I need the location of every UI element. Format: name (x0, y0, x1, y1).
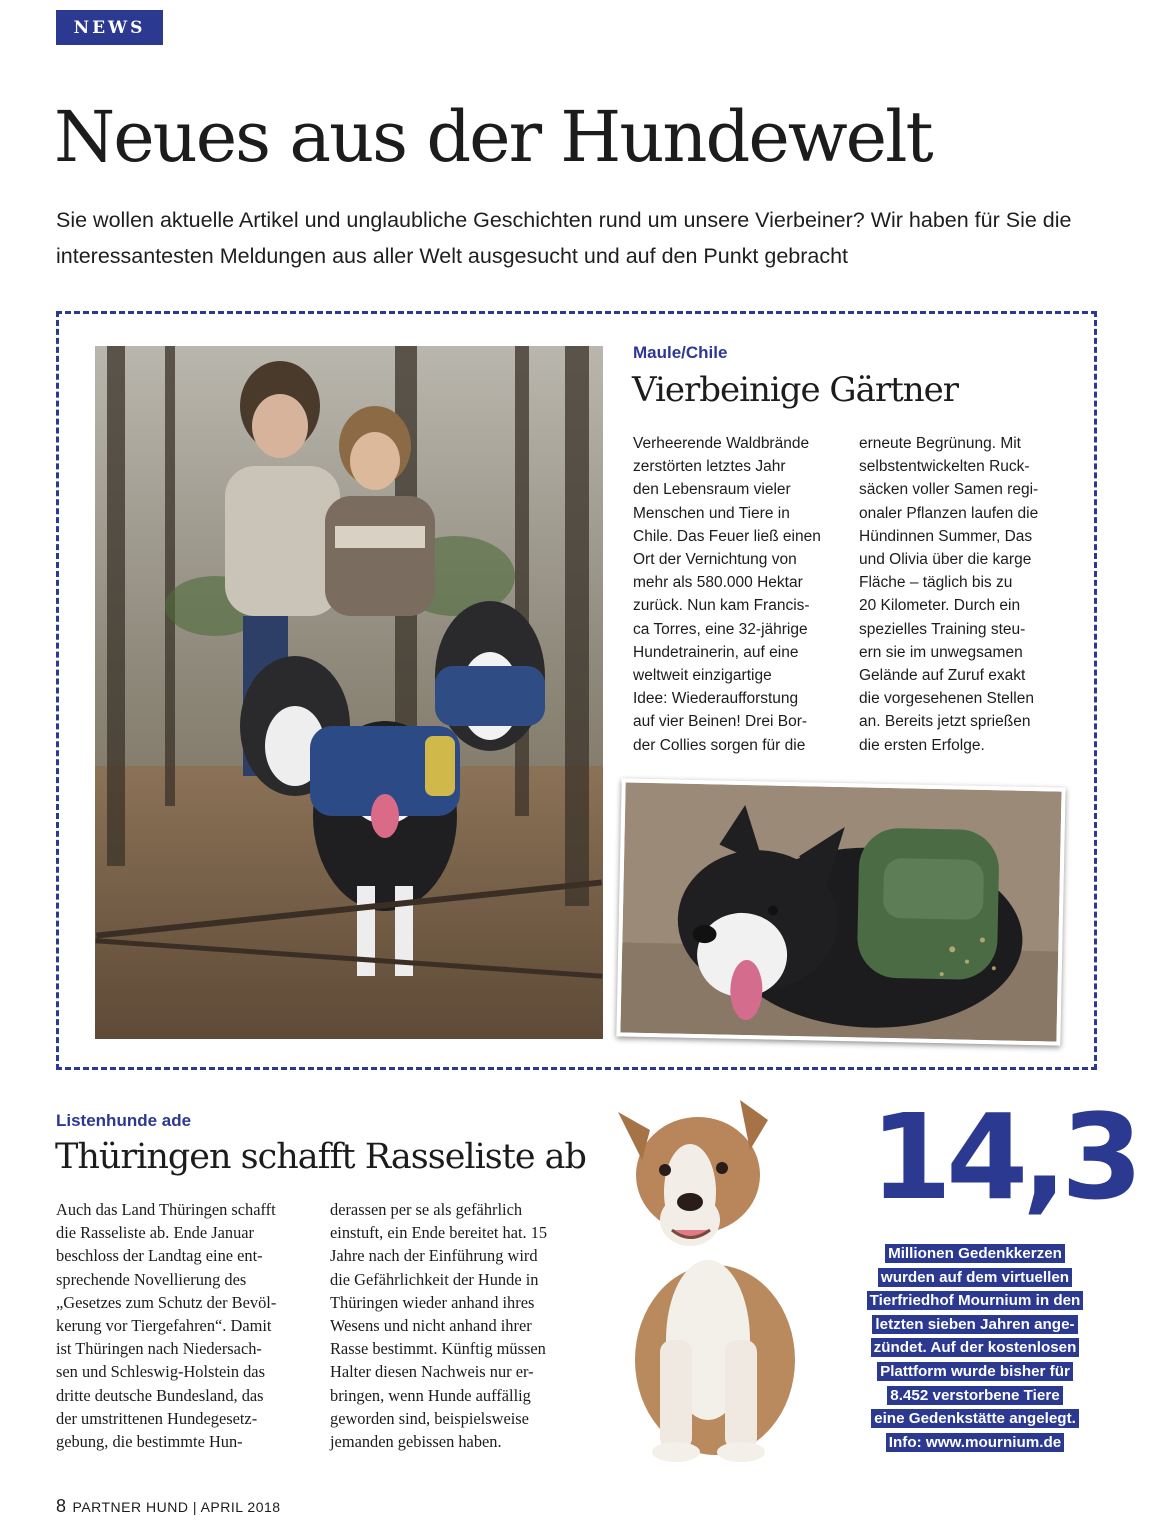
text-line: Auch das Land Thüringen schafft (56, 1200, 276, 1219)
fact-line: Tierfriedhof Mournium in den (867, 1291, 1084, 1310)
text-line: Rasse bestimmt. Künftig müssen (330, 1339, 546, 1359)
text-line: weltweit einzigartige (633, 667, 772, 685)
text-line: bringen, wenn Hunde auffällig (330, 1385, 531, 1405)
text-line: 20 Kilometer. Durch ein (859, 597, 1021, 615)
text-line: Halter diesen Nachweis nur er- (330, 1362, 534, 1382)
fact-link[interactable]: Info: www.mournium.de (886, 1433, 1064, 1452)
fact-line: wurden auf dem virtuellen (878, 1268, 1072, 1287)
article-title: Vierbeinige Gärtner (632, 370, 959, 410)
text-line: geworden sind, beispielsweise (330, 1408, 529, 1428)
text-line: Hundetrainerin, auf eine (633, 643, 799, 661)
text-line: mehr als 580.000 Hektar (633, 574, 803, 592)
fact-line: Plattform wurde bisher für (877, 1362, 1073, 1381)
border-collies-forest-photo (95, 346, 603, 1039)
text-line: der Collies sorgen für die (633, 736, 806, 754)
text-line: sprechende Novellierung des (56, 1269, 247, 1289)
page-headline: Neues aus der Hundewelt (54, 96, 932, 178)
collie-backpack-photo (616, 778, 1065, 1045)
text-line: dritte deutsche Bundesland, das (56, 1385, 264, 1405)
text-line: der umstrittenen Hundegesetz- (56, 1408, 258, 1428)
text-line: jemanden gebissen haben. (330, 1432, 502, 1452)
fact-text (850, 1242, 1100, 1454)
text-line: Verheerende Waldbrände (633, 435, 810, 452)
text-line: ist Thüringen nach Niedersach- (56, 1339, 262, 1359)
text-line: onaler Pflanzen laufen die (859, 504, 1039, 522)
text-line: einstuft, ein Ende bereitet hat. 15 (330, 1223, 548, 1243)
text-line: beschloss der Landtag eine ent- (56, 1246, 263, 1266)
article-kicker: Listenhunde ade (56, 1111, 192, 1130)
text-line: den Lebensraum vieler (633, 481, 791, 499)
text-line: Fläche – täglich bis zu (859, 574, 1013, 592)
text-line: Menschen und Tiere in (633, 504, 790, 522)
section-tag: NEWS (56, 10, 163, 45)
text-line: zerstörten letztes Jahr (633, 458, 786, 476)
article-title: Thüringen schafft Rasseliste ab (55, 1137, 586, 1177)
text-line: erneute Begrünung. Mit (859, 435, 1021, 452)
text-line: zurück. Nun kam Francis- (633, 597, 810, 615)
article-column-right (859, 432, 1074, 757)
text-line: Chile. Das Feuer ließ einen (633, 527, 821, 545)
text-line: Hündinnen Summer, Das (859, 527, 1033, 545)
text-line: säcken voller Samen regi- (859, 481, 1039, 499)
text-line: spezielles Training steu- (859, 620, 1026, 638)
text-line: derassen per se als gefährlich (330, 1200, 523, 1219)
article-kicker: Maule/Chile (633, 343, 728, 362)
fact-line: zündet. Auf der kostenlosen (871, 1338, 1080, 1357)
fact-line: 8.452 verstorbene Tiere (887, 1386, 1062, 1405)
text-line: Ort der Vernichtung von (633, 551, 797, 569)
fact-line: eine Gedenkstätte angelegt. (871, 1409, 1079, 1428)
text-line: die ersten Erfolge. (859, 736, 985, 754)
text-line: Idee: Wiederaufforstung (633, 690, 799, 708)
page-footer (56, 1496, 281, 1517)
text-line: Wesens und nicht anhand ihrer (330, 1316, 532, 1336)
text-line: Gelände auf Zuruf exakt (859, 667, 1026, 685)
text-line: „Gesetzes zum Schutz der Bevöl- (56, 1292, 277, 1312)
text-line: ern sie im unwegsamen (859, 643, 1023, 661)
text-line: sen und Schleswig-Holstein das (56, 1362, 265, 1382)
article-column-left (633, 432, 848, 757)
sitting-terrier-photo (590, 1090, 835, 1465)
text-line: an. Bereits jetzt sprießen (859, 713, 1031, 731)
intro-text: Sie wollen aktuelle Artikel und unglaubliche Geschichten rund um unsere Vierbeiner? Wir haben für Sie die interessantesten Meldungen aus aller Welt ausgesucht und auf den Punkt gebracht (56, 208, 1072, 268)
text-line: selbstentwickelten Ruck- (859, 458, 1030, 476)
text-line: Jahre nach der Einführung wird (330, 1246, 538, 1266)
text-line: gebung, die bestimmte Hun- (56, 1432, 243, 1452)
text-line: die Rasseliste ab. Ende Januar (56, 1223, 254, 1243)
page-number: 8 (56, 1496, 67, 1516)
text-line: kerung vor Tiergefahren“. Damit (56, 1316, 272, 1336)
text-line: die Gefährlichkeit der Hunde in (330, 1269, 539, 1289)
article-column-right (330, 1198, 592, 1453)
text-line: ca Torres, eine 32-jährige (633, 620, 808, 638)
text-line: und Olivia über die karge (859, 551, 1032, 569)
fact-line: letzten sieben Jahren ange- (872, 1315, 1077, 1334)
article-column-left (56, 1198, 311, 1453)
text-line: die vorgesehenen Stellen (859, 690, 1034, 708)
publication-info: PARTNER HUND | APRIL 2018 (72, 1499, 281, 1515)
fact-number: 14,3 (870, 1088, 1138, 1226)
fact-line: Millionen Gedenkkerzen (885, 1244, 1065, 1263)
text-line: Thüringen wieder anhand ihres (330, 1292, 535, 1312)
text-line: auf vier Beinen! Drei Bor- (633, 713, 808, 731)
